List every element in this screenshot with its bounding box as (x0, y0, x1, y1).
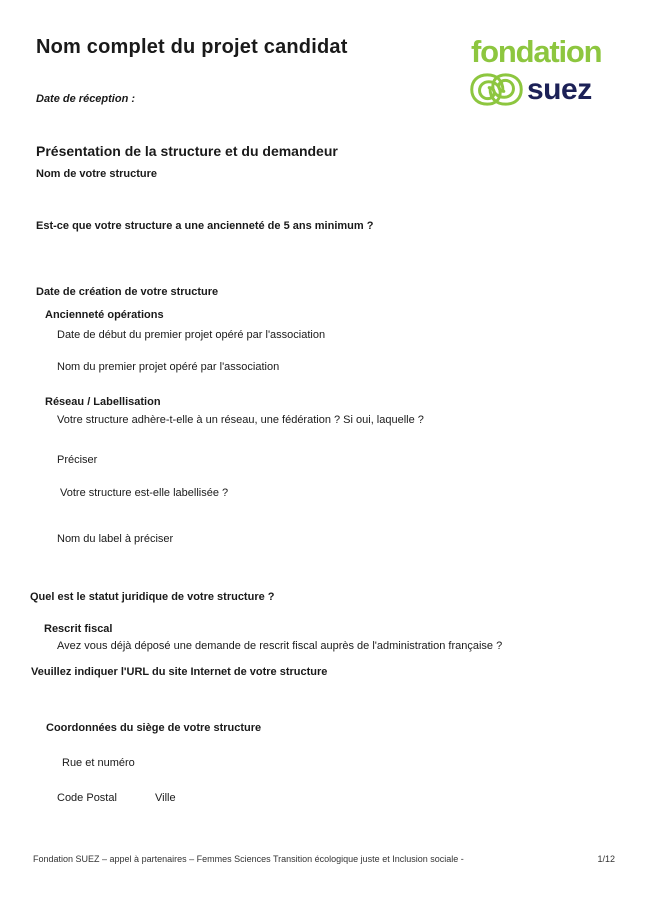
field-label-rue-numero: Rue et numéro (62, 757, 135, 769)
subsection-anciennete-operations: Ancienneté opérations (45, 309, 164, 321)
field-label-date-creation: Date de création de votre structure (36, 286, 219, 298)
footer-text: Fondation SUEZ – appel à partenaires – Femmes Sciences Transition écologique juste et Inclusion sociale - (33, 854, 464, 864)
field-label-url-site: Veuillez indiquer l'URL du site Internet de votre structure (31, 666, 328, 678)
footer-page-number: 1/12 (597, 854, 615, 864)
subsection-reseau-labellisation: Réseau / Labellisation (45, 396, 161, 408)
field-label-adhere-reseau: Votre structure adhère-t-elle à un réseau, une fédération ? Si oui, laquelle ? (57, 414, 424, 426)
field-label-ville: Ville (155, 792, 176, 804)
field-label-labellisee: Votre structure est-elle labellisée ? (60, 487, 229, 499)
field-label-nom-structure: Nom de votre structure (36, 168, 158, 180)
logo-suez-text: suez (527, 73, 592, 106)
field-label-date-debut-premier-projet: Date de début du premier projet opéré par l'association (57, 329, 326, 341)
field-label-statut-juridique: Quel est le statut juridique de votre structure ? (30, 591, 275, 603)
field-label-nom-premier-projet: Nom du premier projet opéré par l'association (57, 361, 280, 373)
field-label-anciennete-question: Est-ce que votre structure a une ancienneté de 5 ans minimum ? (36, 220, 374, 232)
field-label-preciser: Préciser (57, 454, 98, 466)
subsection-rescrit-fiscal: Rescrit fiscal (44, 623, 113, 635)
field-label-rescrit-question: Avez vous déjà déposé une demande de rescrit fiscal auprès de l'administration française ? (57, 640, 503, 652)
logo-fondation-text: fondation (471, 34, 602, 69)
field-label-nom-label: Nom du label à préciser (57, 533, 174, 545)
page-title: Nom complet du projet candidat (36, 36, 348, 58)
section-heading-presentation: Présentation de la structure et du demandeur (36, 143, 338, 159)
suez-swirl-icon (469, 72, 524, 107)
field-label-code-postal: Code Postal (57, 792, 117, 804)
reception-date-label: Date de réception : (36, 93, 136, 105)
subsection-coordonnees-siege: Coordonnées du siège de votre structure (46, 722, 262, 734)
